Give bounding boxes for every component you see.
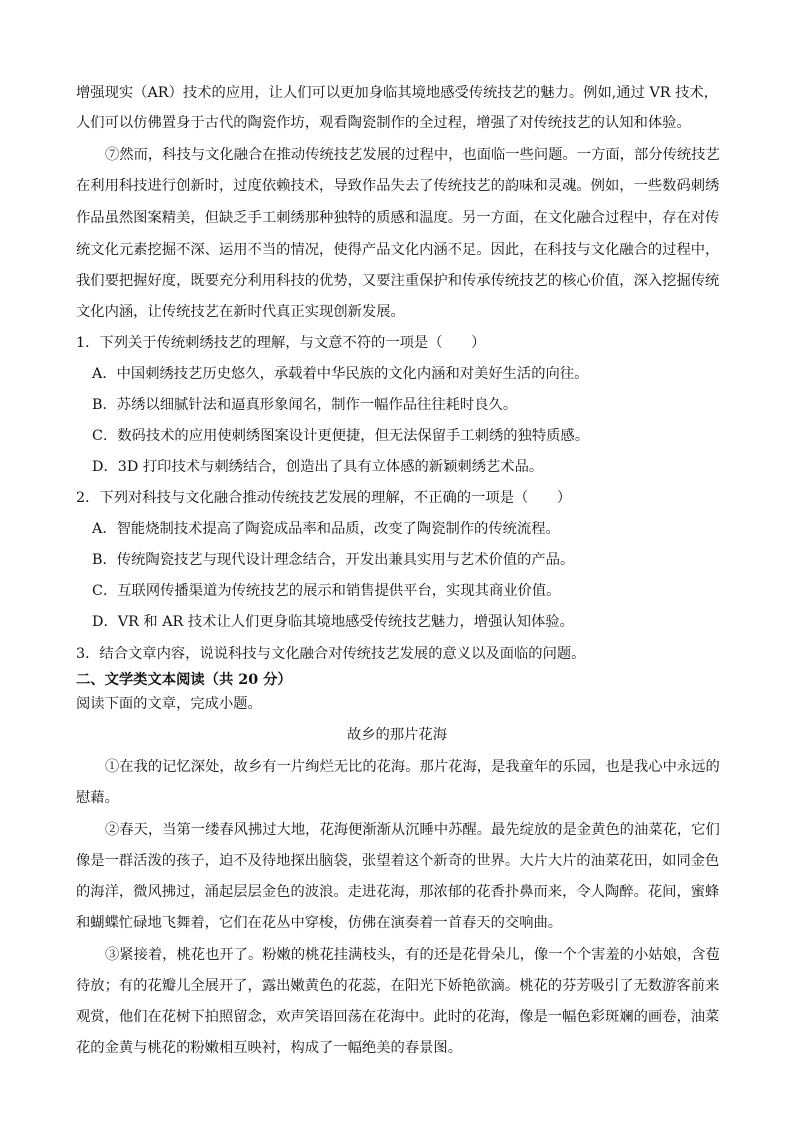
paragraph-line: 观赏，他们在花树下拍照留念，欢声笑语回荡在花海中。此时的花海，像是一幅色彩斑斓的画卷，油菜 bbox=[76, 1009, 720, 1025]
paragraph-line: ⑦然而，科技与文化融合在推动传统技艺发展的过程中，也面临一些问题。一方面，部分传统技艺 bbox=[105, 147, 720, 163]
option-d: D．VR 和 AR 技术让人们更身临其境地感受传统技艺魅力，增强认知体验。 bbox=[92, 614, 574, 630]
question-1: 1．下列关于传统刺绣技艺的理解，与文意不符的一项是（ ） bbox=[76, 335, 486, 351]
option-a: A．智能烧制技术提高了陶瓷成品率和品质，改变了陶瓷制作的传统流程。 bbox=[92, 521, 560, 537]
paragraph-line: ①在我的记忆深处，故乡有一片绚烂无比的花海。那片花海，是我童年的乐园，也是我心中永远的 bbox=[105, 759, 720, 775]
paragraph-line: ②春天，当第一缕春风拂过大地，花海便渐渐从沉睡中苏醒。最先绽放的是金黄色的油菜花，它们 bbox=[105, 822, 720, 838]
question-2: 2．下列对科技与文化融合推动传统技艺发展的理解，不正确的一项是（ ） bbox=[76, 490, 572, 506]
paragraph-line: 在利用科技进行创新时，过度依赖技术，导致作品失去了传统技艺的韵味和灵魂。例如，一些数码刺绣 bbox=[76, 178, 720, 194]
paragraph-line: 花的金黄与桃花的粉嫩相互映衬，构成了一幅绝美的春景图。 bbox=[76, 1040, 463, 1056]
option-b: B．苏绣以细腻针法和逼真形象闻名，制作一幅作品往往耗时良久。 bbox=[92, 397, 518, 413]
option-c: C．数码技术的应用使刺绣图案设计更便捷，但无法保留手工刺绣的独特质感。 bbox=[92, 428, 590, 444]
paragraph-line: 增强现实（AR）技术的应用，让人们可以更加身临其境地感受传统技艺的魅力。例如,通过 VR 技术， bbox=[76, 85, 718, 101]
paragraph-line: ③紧接着，桃花也开了。粉嫩的桃花挂满枝头，有的还是花骨朵儿，像一个个害羞的小姑娘，含苞 bbox=[105, 947, 720, 963]
option-b: B．传统陶瓷技艺与现代设计理念结合，开发出兼具实用与艺术价值的产品。 bbox=[92, 552, 575, 568]
instruction: 阅读下面的文章，完成小题。 bbox=[76, 696, 262, 712]
option-a: A．中国刺绣技艺历史悠久，承载着中华民族的文化内涵和对美好生活的向往。 bbox=[92, 366, 589, 382]
paragraph-line: 和蝴蝶忙碌地飞舞着，它们在花丛中穿梭，仿佛在演奏着一首春天的交响曲。 bbox=[76, 915, 563, 931]
paragraph-line: 作品虽然图案精美，但缺乏手工刺绣那种独特的质感和温度。另一方面，在文化融合过程中，存在对传 bbox=[76, 210, 720, 226]
paragraph-line: 我们要把握好度，既要充分利用科技的优势，又要注重保护和传承传统技艺的核心价值，深入挖掘传统 bbox=[76, 273, 720, 289]
paragraph-line: 像是一群活泼的孩子，迫不及待地探出脑袋，张望着这个新奇的世界。大片大片的油菜花田，如同金色 bbox=[76, 853, 720, 869]
question-3: 3．结合文章内容，说说科技与文化融合对传统技艺发展的意义以及面临的问题。 bbox=[76, 646, 586, 662]
paragraph-line: 慰藉。 bbox=[76, 790, 119, 806]
paragraph-line: 待放；有的花瓣儿全展开了，露出嫩黄色的花蕊，在阳光下娇艳欲滴。桃花的芬芳吸引了无数游客前来 bbox=[76, 978, 720, 994]
article-title: 故乡的那片花海 bbox=[346, 727, 448, 743]
section-heading: 二、文学类文本阅读（共 20 分） bbox=[76, 672, 292, 688]
paragraph-line: 的海洋，微风拂过，涌起层层金色的波浪。走进花海，那浓郁的花香扑鼻而来，令人陶醉。花间，蜜蜂 bbox=[76, 884, 720, 900]
paragraph-line: 统文化元素挖掘不深、运用不当的情况，使得产品文化内涵不足。因此，在科技与文化融合的过程中， bbox=[76, 242, 720, 258]
paragraph-line: 人们可以仿佛置身于古代的陶瓷作坊，观看陶瓷制作的全过程，增强了对传统技艺的认知和体验。 bbox=[76, 115, 691, 131]
paragraph-line: 文化内涵，让传统技艺在新时代真正实现创新发展。 bbox=[76, 304, 405, 320]
option-c: C．互联网传播渠道为传统技艺的展示和销售提供平台，实现其商业价值。 bbox=[92, 583, 561, 599]
option-d: D．3D 打印技术与刺绣结合，创造出了具有立体感的新颖刺绣艺术品。 bbox=[92, 459, 544, 475]
